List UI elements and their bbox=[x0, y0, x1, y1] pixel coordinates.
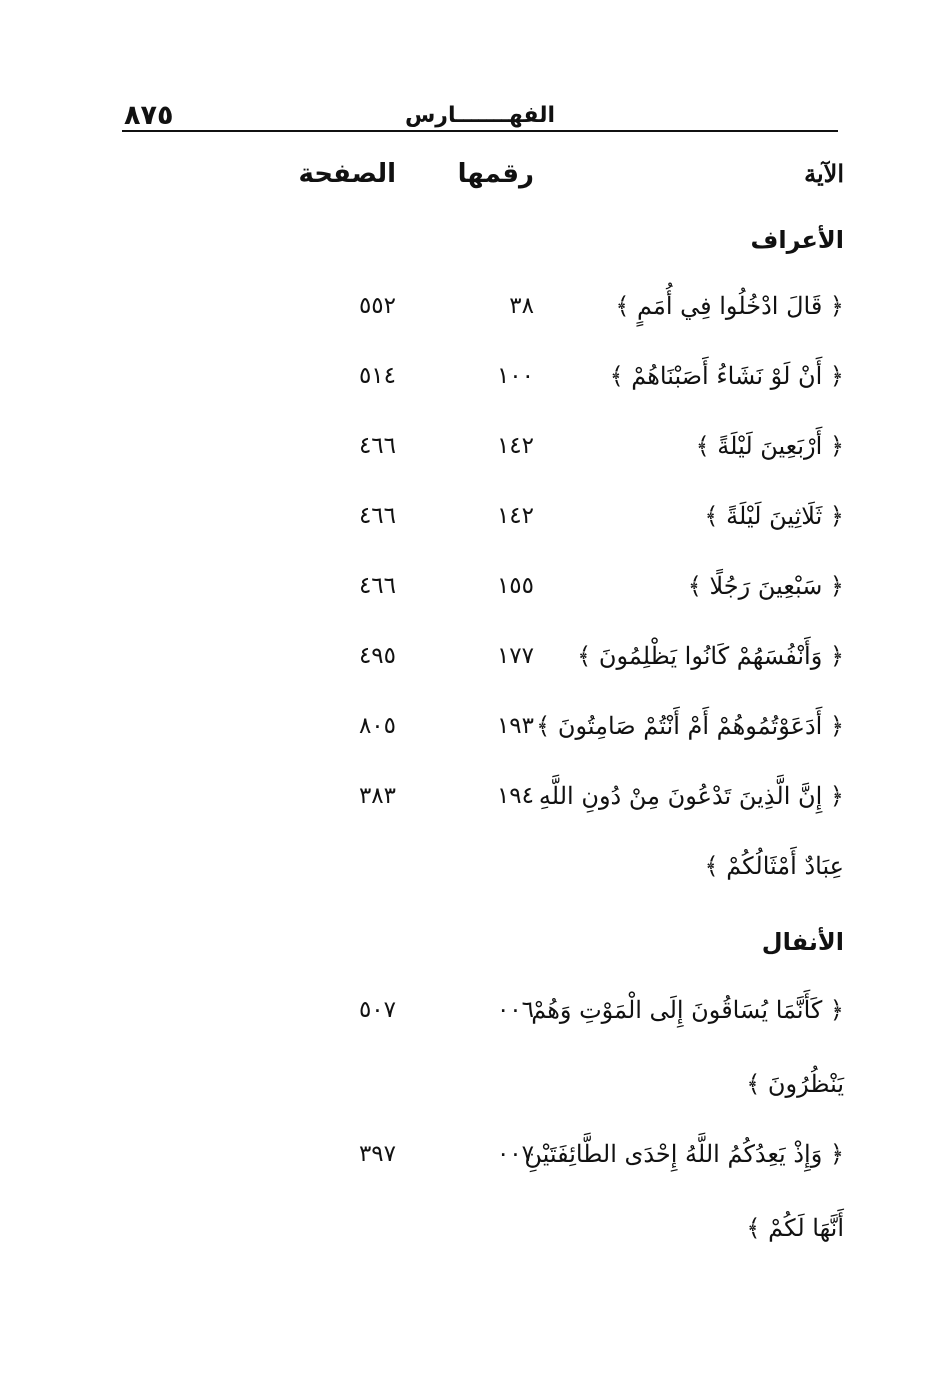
verse-text: ﴿ قَالَ ادْخُلُوا فِي أُمَمٍ ﴾ bbox=[615, 292, 844, 320]
verse-text bbox=[539, 776, 844, 886]
verse-line: ﴿ وَإِذْ يَعِدُكُمُ اللَّهُ إِحْدَى الطَّائِفَتَيْنِ bbox=[524, 1140, 844, 1168]
verse-continuation: يَنْظُرُونَ ﴾ bbox=[746, 1070, 844, 1098]
page-ref: ٣٨٣ bbox=[358, 783, 396, 809]
column-header-page: الصفحة bbox=[298, 159, 396, 189]
header-rule bbox=[122, 130, 838, 132]
page-ref: ٤٦٦ bbox=[358, 503, 396, 529]
column-header-number: رقمها bbox=[457, 159, 534, 189]
verse-text bbox=[531, 990, 844, 1104]
verse-text: ﴿ سَبْعِينَ رَجُلًا ﴾ bbox=[687, 572, 844, 600]
verse-line: ﴿ كَأَنَّمَا يُسَاقُونَ إِلَى الْمَوْتِ وَهُمْ bbox=[531, 996, 844, 1024]
verse-number: ٠٠٧ bbox=[496, 1141, 534, 1167]
verse-continuation: أَنَّهَا لَكُمْ ﴾ bbox=[746, 1214, 844, 1242]
page-ref: ٤٦٦ bbox=[358, 573, 396, 599]
page-ref: ٥٥٢ bbox=[358, 293, 396, 319]
verse-text bbox=[524, 1134, 844, 1248]
page-number: ٨٧٥ bbox=[124, 100, 174, 131]
verse-number: ١٠٠ bbox=[496, 363, 534, 389]
verse-number: ١٤٢ bbox=[496, 433, 534, 459]
verse-line: ﴿ إِنَّ الَّذِينَ تَدْعُونَ مِنْ دُونِ اللَّهِ bbox=[538, 782, 844, 810]
verse-text: ﴿ ثَلَاثِينَ لَيْلَةً ﴾ bbox=[704, 502, 844, 530]
verse-number: ٣٨ bbox=[509, 293, 534, 319]
surah-heading: الأنفال bbox=[761, 928, 844, 956]
page-ref: ٨٠٥ bbox=[358, 713, 396, 739]
verse-number: ١٤٢ bbox=[496, 503, 534, 529]
verse-number: ١٧٧ bbox=[496, 643, 534, 669]
column-header-verse: الآية bbox=[804, 159, 844, 188]
page-ref: ٤٩٥ bbox=[358, 643, 396, 669]
verse-number: ١٩٤ bbox=[496, 783, 534, 809]
verse-text: ﴿ أَدَعَوْتُمُوهُمْ أَمْ أَنْتُمْ صَامِتُونَ ﴾ bbox=[536, 712, 844, 740]
verse-number: ١٥٥ bbox=[496, 573, 534, 599]
page-ref: ٥٠٧ bbox=[358, 997, 396, 1023]
page-title: الفهـــــــارس bbox=[404, 103, 556, 128]
page-ref: ٤٦٦ bbox=[358, 433, 396, 459]
verse-number: ٠٠٦ bbox=[496, 997, 534, 1023]
verse-text: ﴿ أَرْبَعِينَ لَيْلَةً ﴾ bbox=[695, 432, 844, 460]
surah-heading: الأعراف bbox=[750, 226, 844, 254]
verse-text: ﴿ أَنْ لَوْ نَشَاءُ أَصَبْنَاهُمْ ﴾ bbox=[609, 362, 844, 390]
verse-number: ١٩٣ bbox=[496, 713, 534, 739]
page-ref: ٥١٤ bbox=[358, 363, 396, 389]
page-ref: ٣٩٧ bbox=[358, 1141, 396, 1167]
verse-text: ﴿ وَأَنْفُسَهُمْ كَانُوا يَظْلِمُونَ ﴾ bbox=[577, 642, 844, 670]
verse-continuation: عِبَادٌ أَمْثَالُكُمْ ﴾ bbox=[704, 852, 844, 880]
